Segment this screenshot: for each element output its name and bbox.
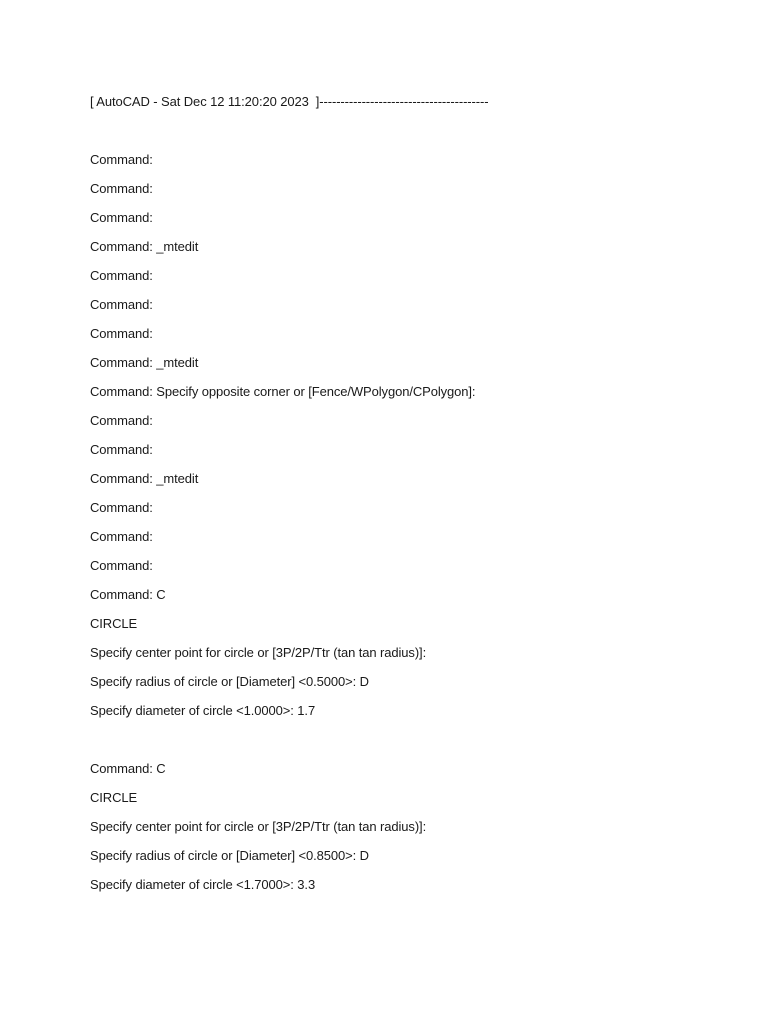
log-line: Command: bbox=[90, 413, 153, 428]
log-line: Specify diameter of circle <1.7000>: 3.3 bbox=[90, 877, 316, 892]
log-line: CIRCLE bbox=[90, 616, 138, 631]
log-line: Command: bbox=[90, 268, 153, 283]
log-line: CIRCLE bbox=[90, 790, 138, 805]
log-line: Command: bbox=[90, 297, 153, 312]
log-line: Specify radius of circle or [Diameter] <0.8500>: D bbox=[90, 848, 369, 863]
blank-line bbox=[90, 731, 488, 760]
log-line: Command: bbox=[90, 529, 153, 544]
blank-line bbox=[90, 122, 488, 151]
log-header-line: [ AutoCAD - Sat Dec 12 11:20:20 2023 ]---------------------------------------- bbox=[90, 94, 489, 109]
log-line: Command: bbox=[90, 326, 153, 341]
log-line: Command: bbox=[90, 442, 153, 457]
log-line: Specify center point for circle or [3P/2P/Ttr (tan tan radius)]: bbox=[90, 819, 427, 834]
log-line: Command: bbox=[90, 152, 153, 167]
log-line: Command: C bbox=[90, 587, 166, 602]
log-line: Specify diameter of circle <1.0000>: 1.7 bbox=[90, 703, 316, 718]
log-line: Specify radius of circle or [Diameter] <0.5000>: D bbox=[90, 674, 369, 689]
log-line: Command: _mtedit bbox=[90, 239, 199, 254]
log-line: Command: Specify opposite corner or [Fence/WPolygon/CPolygon]: bbox=[90, 384, 476, 399]
command-history-log bbox=[90, 93, 488, 905]
log-line: Command: _mtedit bbox=[90, 471, 199, 486]
log-line: Command: _mtedit bbox=[90, 355, 199, 370]
log-line: Command: bbox=[90, 181, 153, 196]
log-line: Command: bbox=[90, 500, 153, 515]
log-line: Command: bbox=[90, 210, 153, 225]
log-line: Command: C bbox=[90, 761, 166, 776]
log-line: Specify center point for circle or [3P/2P/Ttr (tan tan radius)]: bbox=[90, 645, 427, 660]
log-line: Command: bbox=[90, 558, 153, 573]
